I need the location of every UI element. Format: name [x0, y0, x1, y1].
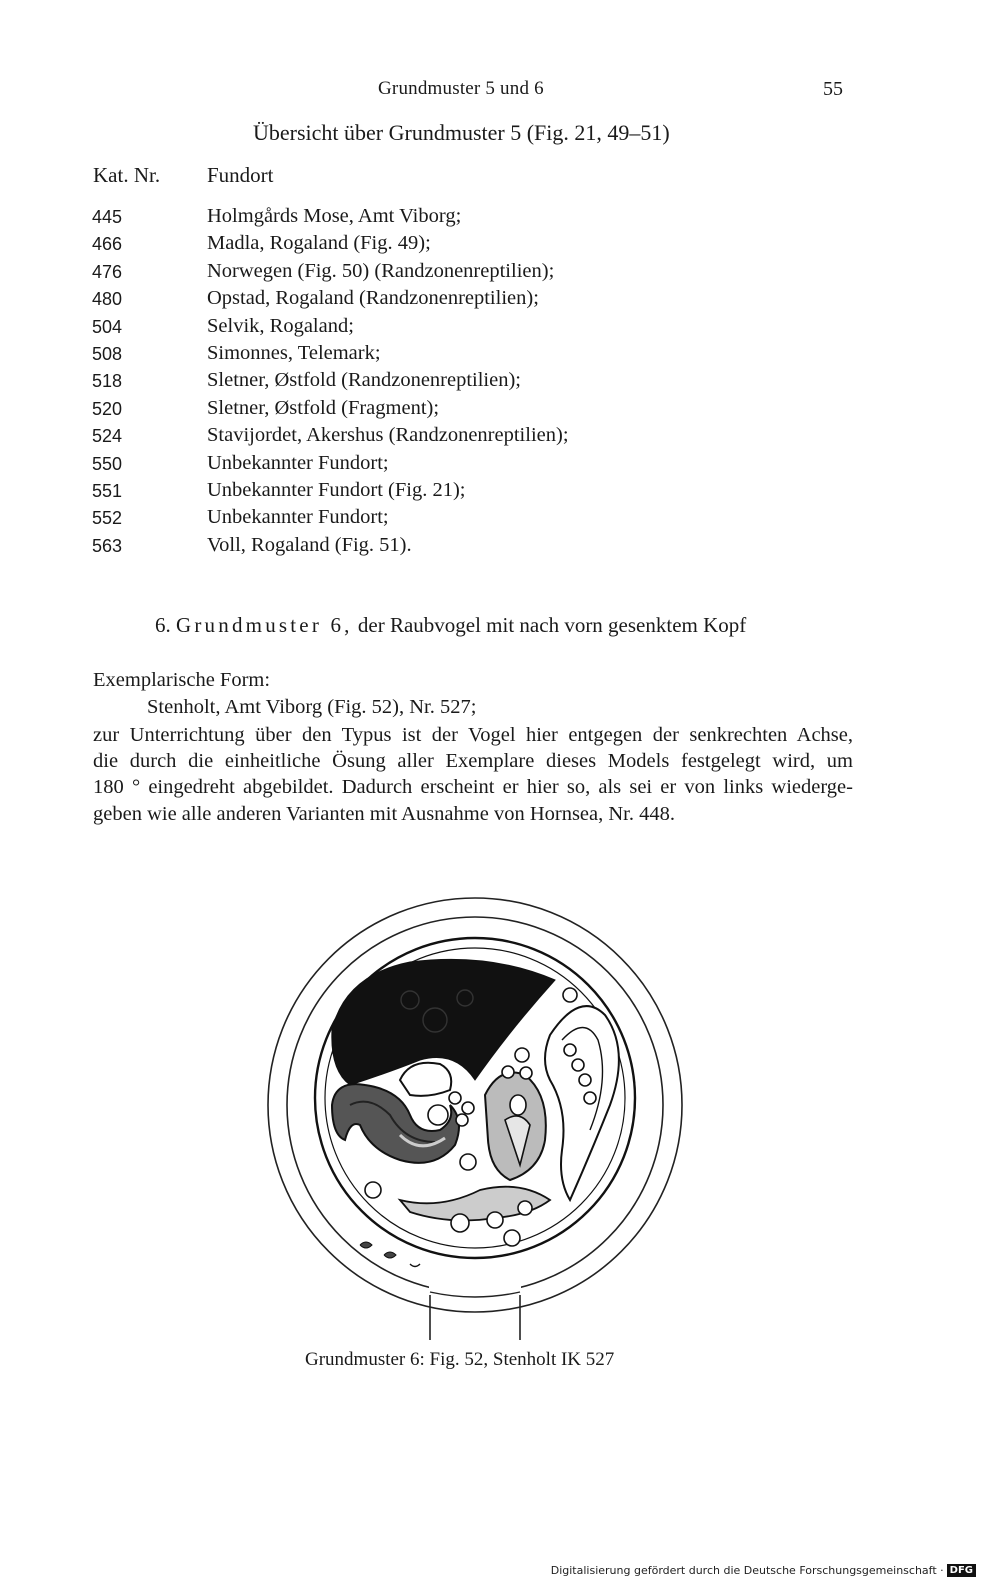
- table-row: [0, 479, 1000, 506]
- cat-number: 552: [92, 508, 123, 529]
- catalog-table: [0, 205, 1000, 561]
- column-header-fundort: Fundort: [207, 163, 274, 187]
- cat-number: 466: [92, 234, 123, 255]
- table-row: [0, 369, 1000, 396]
- find-place: Unbekannter Fundort;: [207, 506, 389, 529]
- cat-number: 563: [92, 535, 123, 556]
- section-number: 6.: [155, 613, 171, 637]
- section-heading: [155, 613, 746, 638]
- section-title-rest: der Raubvogel mit nach vorn gesenktem Kopf: [357, 613, 747, 637]
- find-place: Holmgårds Mose, Amt Viborg;: [207, 205, 462, 227]
- page-number: 55: [823, 78, 843, 100]
- table-row: [0, 232, 1000, 259]
- footer-text: Digitalisierung gefördert durch die Deutsche Forschungsgemeinschaft ·: [550, 1564, 944, 1577]
- find-place: Sletner, Østfold (Randzonenreptilien);: [207, 369, 521, 392]
- cat-number: 508: [92, 343, 123, 364]
- find-place: Opstad, Rogaland (Randzonenreptilien);: [207, 287, 539, 310]
- cat-number: 445: [92, 207, 123, 227]
- table-row: [0, 424, 1000, 451]
- table-row: [0, 315, 1000, 342]
- bracteate-figure: [250, 880, 700, 1340]
- exemplar-item: Stenholt, Amt Viborg (Fig. 52), Nr. 527;: [147, 696, 477, 718]
- cat-number: 524: [92, 426, 123, 447]
- cat-number: 550: [92, 453, 123, 474]
- paragraph-line: die durch die einheitliche Ösung aller Exemplare dieses Models festgelegt wird, um: [93, 750, 853, 773]
- column-header-kat-nr: Kat. Nr.: [93, 163, 161, 187]
- figure-caption: Grundmuster 6: Fig. 52, Stenholt IK 527: [305, 1349, 615, 1370]
- running-head: [0, 78, 1000, 108]
- digitization-footer: [551, 1564, 976, 1577]
- cat-number: 480: [92, 289, 123, 310]
- bracteate-drawing: [250, 880, 700, 1340]
- paragraph-line: zur Unterrichtung über den Typus ist der Vogel hier entgegen der senkrechten Achse,: [93, 724, 853, 746]
- section-spaced-title: Grundmuster 6,: [176, 613, 353, 637]
- paragraph-line: geben wie alle anderen Varianten mit Ausnahme von Hornsea, Nr. 448.: [93, 802, 675, 825]
- find-place: Voll, Rogaland (Fig. 51).: [207, 533, 412, 556]
- find-place: Simonnes, Telemark;: [207, 341, 381, 364]
- cat-number: 520: [92, 398, 123, 419]
- table-row: [0, 397, 1000, 424]
- cat-number: 504: [92, 316, 123, 337]
- cat-number: 476: [92, 261, 123, 282]
- cat-number: 518: [92, 371, 123, 392]
- dfg-logo: DFG: [947, 1564, 976, 1577]
- running-title: Grundmuster 5 und 6: [378, 78, 544, 99]
- table-row: [0, 342, 1000, 369]
- body-paragraph: [93, 722, 853, 827]
- find-place: Sletner, Østfold (Fragment);: [207, 396, 440, 419]
- find-place: Unbekannter Fundort (Fig. 21);: [207, 478, 466, 501]
- table-title: Übersicht über Grundmuster 5 (Fig. 21, 49–51): [253, 120, 670, 145]
- table-row: [0, 452, 1000, 479]
- find-place: Norwegen (Fig. 50) (Randzonenreptilien);: [207, 259, 555, 282]
- table-row: [0, 506, 1000, 533]
- find-place: Stavijordet, Akershus (Randzonenreptilien);: [207, 424, 569, 447]
- find-place: Selvik, Rogaland;: [207, 314, 354, 337]
- paragraph-line: 180 ° eingedreht abgebildet. Dadurch erscheint er hier so, als sei er von links wiederge-: [93, 776, 853, 799]
- exemplar-label: Exemplarische Form:: [93, 669, 271, 691]
- table-row: [0, 287, 1000, 314]
- find-place: Unbekannter Fundort;: [207, 451, 389, 474]
- table-row: [0, 260, 1000, 287]
- find-place: Madla, Rogaland (Fig. 49);: [207, 232, 431, 255]
- table-row: [0, 534, 1000, 561]
- table-row: [0, 205, 1000, 232]
- cat-number: 551: [92, 480, 123, 501]
